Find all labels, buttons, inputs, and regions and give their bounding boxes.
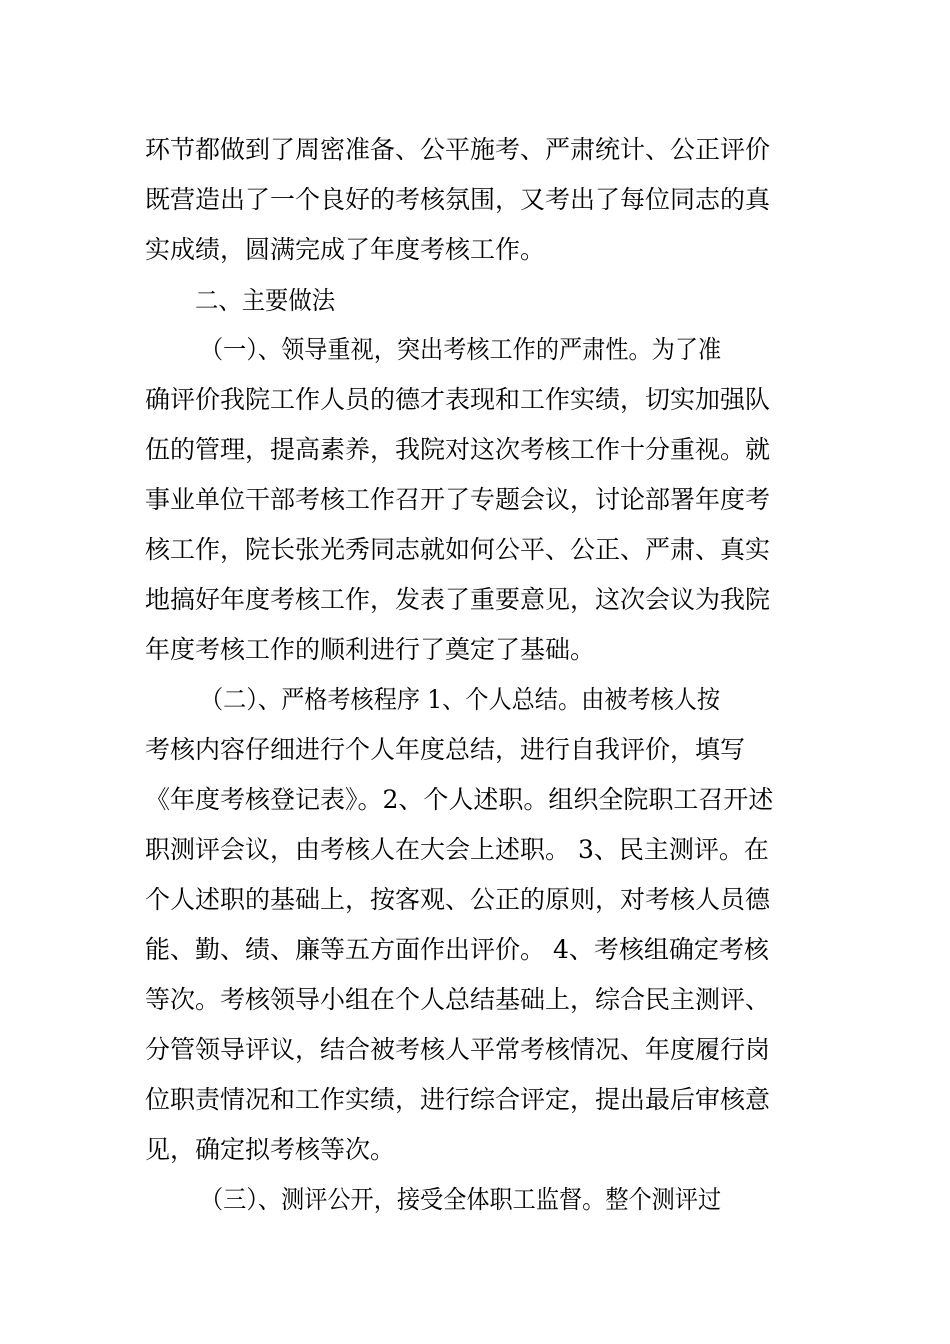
body-text-line: 核工作，院长张光秀同志就如何公平、公正、严肃、真实	[145, 535, 771, 564]
body-text-line: （一）、领导重视，突出考核工作的严肃性。为了准	[200, 335, 722, 364]
body-text-line: 年度考核工作的顺利进行了奠定了基础。	[145, 635, 596, 664]
body-text-line: 地搞好年度考核工作，发表了重要意见，这次会议为我院	[145, 585, 771, 614]
body-text-line: （三）、测评公开，接受全体职工监督。整个测评过	[200, 1185, 722, 1214]
body-text-line: 既营造出了一个良好的考核氛围，又考出了每位同志的真	[145, 185, 771, 214]
body-text-line: 位职责情况和工作实绩，进行综合评定，提出最后审核意	[145, 1085, 771, 1114]
body-text-line: 能、勤、绩、廉等五方面作出评价。 4、考核组确定考核	[145, 935, 769, 964]
body-text-line: （二）、严格考核程序 1、个人总结。由被考核人按	[200, 685, 721, 714]
body-text-line: 《年度考核登记表》。2、个人述职。组织全院职工召开述	[145, 785, 774, 814]
section-heading: 二、主要做法	[195, 286, 336, 315]
body-text-line: 确评价我院工作人员的德才表现和工作实绩，切实加强队	[145, 385, 771, 414]
body-text-line: 职测评会议，由考核人在大会上述职。 3、民主测评。在	[145, 835, 769, 864]
body-text-line: 考核内容仔细进行个人年度总结，进行自我评价，填写	[145, 735, 746, 764]
body-text-line: 等次。考核领导小组在个人总结基础上，综合民主测评、	[145, 985, 771, 1014]
body-text-line: 伍的管理，提高素养，我院对这次考核工作十分重视。就	[145, 435, 771, 464]
body-text-line: 分管领导评议，结合被考核人平常考核情况、年度履行岗	[145, 1035, 771, 1064]
body-text-line: 个人述职的基础上，按客观、公正的原则，对考核人员德	[145, 885, 771, 914]
body-text-line: 实成绩，圆满完成了年度考核工作。	[145, 235, 546, 264]
body-text-line: 环节都做到了周密准备、公平施考、严肃统计、公正评价	[145, 135, 771, 164]
body-text-line: 事业单位干部考核工作召开了专题会议，讨论部署年度考	[145, 485, 771, 514]
body-text-line: 见，确定拟考核等次。	[145, 1135, 396, 1164]
